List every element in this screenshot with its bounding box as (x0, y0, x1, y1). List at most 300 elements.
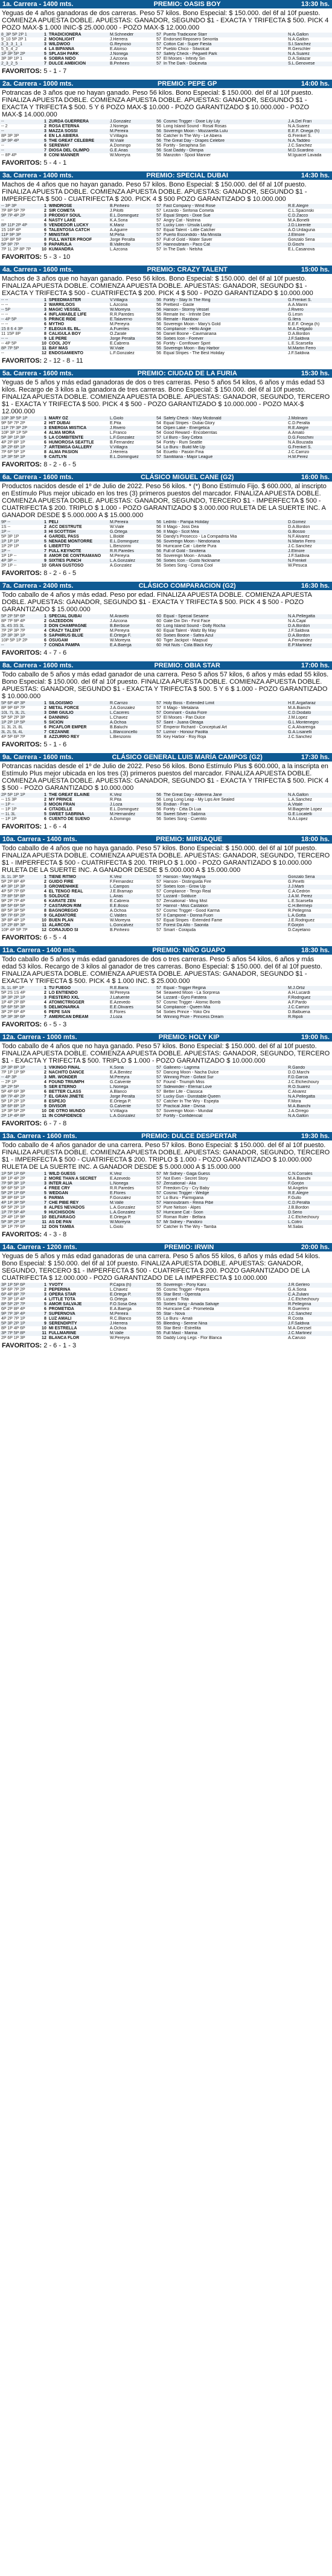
entry-row (0, 1321, 332, 1326)
entry-weight: 57 (149, 1210, 162, 1215)
race-conditions: Todo caballo de 4 años que no haya ganado. Peso 57 kilos. Bono Especial: $ 150.000. del 6f al 10f puesto. FINALIZA APUESTA DOBLE. COMIENZA APUESTA DOBLE. APUESTAS: GANADOR, SEGUNDO, TERCERO $1 - IMPERFECTA $ 500 - CUATRIFECTA $ 200. TRIPLO $ 1.000 - POZO GARANTIZADO $ 10.000.000 RULETA DE LA SUERTE INC. A GANADOR DESDE $ 5.000.000 A $ 15.000.000 (2, 845, 330, 874)
entry-jockey: W.Viale (109, 346, 149, 351)
entry-trainer: G.Lesin (288, 313, 303, 317)
entry-horse: DULCE AMBICION (48, 62, 109, 66)
entry-form: 4P 3P 1P 3P (0, 885, 39, 889)
race-block (0, 753, 332, 832)
entry-row (0, 247, 332, 252)
entry-pedigree: Equal Stripes - Dixie Sue (162, 214, 287, 218)
entry-trainer: J.C.Etchechoury (288, 1215, 319, 1220)
entry-row (0, 436, 332, 440)
entry-trainer: M.Biagente Lopez (288, 807, 322, 812)
entry-form: 3P 8P 6P 1P (1, 1196, 25, 1200)
entry-pedigree: Lo Buru - Amali (163, 1317, 193, 1321)
entry-number: 12 (42, 1336, 46, 1340)
favorites-line (0, 460, 332, 469)
entry-trainer: N.A.Suarez (287, 52, 332, 57)
entry-weight: 57 (149, 701, 162, 706)
entry-trainer: E.P.Martinez (287, 643, 332, 648)
entry-horse: SPEEDMASTER (48, 298, 109, 303)
entry-pedigree: Good Reward - Encoberritas (163, 431, 217, 435)
entry-pedigree: Daniel Boone - Cavimariana (163, 332, 217, 336)
entry-weight: 54 (149, 416, 162, 421)
entry-form: 5P 2P 1P 6P (0, 1191, 39, 1196)
entry-row (0, 885, 332, 889)
entry-row (0, 535, 332, 539)
favorites-value: 4 - 7 - 6 (43, 649, 67, 657)
entry-row (0, 218, 332, 223)
entry-form: 3L 1L 8P 1P (0, 986, 39, 991)
entry-number: 7 (39, 233, 48, 238)
entry-row (0, 1010, 332, 1015)
entry-pedigree: Lucky Gun - Dunstable Queen (162, 1095, 287, 1099)
entry-row (0, 416, 332, 421)
entry-jockey: L.A.Gonzalez (109, 559, 149, 564)
entry-row (0, 638, 332, 643)
entry-form: 7P 6P 5P 1P (1, 450, 25, 454)
entry-row (0, 725, 332, 730)
entry-pedigree: Star Best - Estrellita (163, 1326, 201, 1331)
entry-jockey: Jorge Peralta (109, 337, 149, 342)
entry-weight: 56 (149, 812, 162, 817)
entry-jockey: M.Pereyra (109, 322, 130, 326)
favorites-value: 5 - 4 - 1 (43, 159, 67, 167)
entry-pedigree: Dandy's Prosecco - La Compadrita Mia (163, 535, 237, 539)
entry-form: -- -- (1, 313, 8, 317)
entry-horse: GAZEDDON (48, 619, 73, 623)
entry-row (0, 351, 332, 356)
entry-trainer: J.C.Martinez (287, 1331, 332, 1336)
entry-jockey: K.Veiz (109, 875, 149, 880)
entry-row (0, 807, 332, 812)
entry-trainer: E.E.F. Onega (h) (288, 322, 320, 326)
entry-jockey: E.A.Baerga (109, 1307, 132, 1311)
entry-weight: 56 (149, 317, 162, 322)
entry-form: 6P 4P 8P 7P (0, 1293, 39, 1297)
entry-trainer: L.A.Sanchez (288, 798, 312, 802)
entry-pedigree: Practical Joke - Divisa (162, 1104, 287, 1109)
entry-jockey: O.Zarate (109, 332, 127, 336)
race-conditions: Todo caballo de 4 años y más edad. Peso por edad. FINALIZA APUESTA DOBLE. COMIENZA APUESTA DOBLE. APUESTAS: GANADOR, SEGUNDO $1 - EXACTA Y TRIFECTA $ 500. PICK 4 $ 500 - POZO GARANTIZADO $ 15.000.000 (2, 591, 312, 613)
entry-horse: NENADE MONTORRE (48, 539, 109, 544)
entry-horse: AMOR DE CONTRAMANO (48, 554, 101, 558)
race-block (0, 473, 332, 578)
entry-form: -- (0, 129, 39, 134)
favorites-value: 6 - 5 - 3 (43, 1021, 67, 1028)
race-conditions: Productos nacidos desde el 1º de Julio de 2022. Peso 56 kilos. * (*) Bono Estímulo Fijo. $ 600.000, al inscripto en Estímulo Plus mejor ubicado en los tres (3) primeros puestos del marcador. FINALIZA APUESTA DOBLE. COMIENZA APUESTA DOBLE. APUESTAS: GANADOR, SEGUNDO, TERCERO $1 - IMPERFECTA $ 500 - CUATRIFECTA $ 200. TRIPLO $ 1.000 - POZO GARANTIZADO $ 3.000.000 RULETA DE LA SUERTE INC. A GANADOR DESDE $ 5.000.000 A $ 15.000.000 (2, 483, 327, 519)
entry-trainer: D.A.Bordon (287, 624, 332, 629)
entry-weight: 55 (149, 1283, 162, 1288)
entry-trainer: C.N.Corrales (287, 1172, 332, 1177)
entry-number: 10 (42, 342, 46, 346)
entry-trainer: C.A.Zuliani (287, 1293, 332, 1297)
race-prize-name: PREMIO: SPECIAL DUBAI (146, 172, 228, 179)
entry-jockey: E.Flores (109, 1191, 149, 1196)
race-conditions: Potrancas de 3 años que no hayan ganado. Peso 56 kilos. Bono Especial: $ 150.000. del 6f al 10f puesto. FINALIZA APUESTA DOBLE. COMIENZA APUESTA DOBLE. APUESTAS: GANADOR, SEGUNDO $1 - EXACTA Y TRIFECTA $ 500. 5 Y 6 POZO MAX-$ 10.000 - POZO GARANTIZADO $ 10.000.000 - POZO MAX-$ 14.000.000 (2, 89, 313, 118)
entry-form: 7P 8P 5P 8P (0, 894, 39, 899)
entry-pedigree: Equal - Trigger Regina (162, 986, 287, 991)
entry-weight: 54 (149, 426, 162, 431)
entry-number: 5 (39, 894, 48, 899)
entry-horse: MOONLIGHT (48, 37, 75, 42)
entry-number: 3 (39, 214, 48, 218)
entry-form: 8P 7P 5P (0, 346, 39, 351)
entry-trainer: J.C.Etchechoury (288, 1080, 319, 1084)
entry-jockey: E.Ortega F. (109, 634, 149, 638)
entry-number: 6 (43, 228, 46, 232)
entry-form: 5P 6P 5P 3P (0, 1005, 39, 1010)
entry-weight: 56 (156, 351, 161, 355)
entry-jockey: L.Boldé (109, 535, 124, 539)
entry-row (0, 1090, 332, 1095)
entry-row (0, 614, 332, 619)
entry-number: 8 (43, 238, 46, 242)
entry-pedigree: Gate Din Din - First Face (163, 619, 211, 623)
entry-trainer: M.D.Scardino (287, 148, 332, 153)
entry-pedigree: Long Island Sound - Rosal Rosas (163, 124, 227, 129)
entry-pedigree: Fortify - Citta Di Lua (163, 807, 202, 812)
entry-horse: WEDGAN (48, 1191, 109, 1196)
entry-trainer: J.A.Orrego (288, 1109, 308, 1113)
entry-pedigree: Il Campione - Donna Fuori (162, 914, 287, 918)
entry-trainer: J.Rivero (287, 308, 332, 313)
entry-row (0, 812, 332, 817)
entry-weight: 57 (156, 218, 161, 223)
entry-row (0, 124, 332, 129)
entry-jockey: L.A.Gonzalez (109, 1206, 135, 1210)
race-block (0, 0, 332, 76)
entry-pedigree: Long Long Leap - My Lips Are Sealed (163, 798, 235, 802)
entry-number: 9 (39, 1210, 48, 1215)
entry-horse: DE OTRO MUNDO (48, 1109, 86, 1113)
entry-trainer: A.Caruso (288, 1336, 306, 1340)
entry-pedigree: Lizzard - Gyro Fiestera (162, 996, 287, 1000)
entry-jockey: L.Franco (109, 431, 127, 435)
entry-horse: NASTY LAKE (48, 218, 76, 223)
entry-trainer: L.A.Gotta (287, 914, 332, 918)
entry-pedigree: The Great Day - Alderena Jane (162, 793, 287, 798)
entry-pedigree: Cosmic Trigger - Good Karma (163, 909, 220, 913)
entry-row (0, 904, 332, 909)
entry-pedigree: Hannol - Miss Castalion (162, 904, 287, 909)
entry-trainer: N.Frenkel (287, 559, 332, 564)
entry-jockey: R.R.Paredes (109, 1186, 135, 1191)
entry-pedigree: In The Dark - Dolcevita (162, 62, 287, 66)
entry-weight: 54 (149, 1015, 162, 1020)
favorites-line (0, 356, 332, 366)
entry-weight: 57 (156, 1000, 161, 1005)
entry-number: 7 (39, 327, 48, 332)
entry-horse: PRINCE RIDE (48, 317, 109, 322)
entry-weight: 57 (156, 1109, 161, 1113)
favorites-label: FAVORITOS: (2, 741, 42, 748)
entry-row (0, 991, 332, 996)
entry-number: 6 (43, 1307, 46, 1311)
entry-number: 1 (39, 416, 48, 421)
entry-jockey: L.Benzorini (109, 735, 131, 739)
favorites-label: FAVORITOS: (2, 570, 42, 577)
entry-weight: 56 (156, 303, 161, 307)
entry-row (0, 119, 332, 124)
entry-pedigree: Zensational - Ming Mist (163, 899, 208, 903)
entry-jockey: L.Blanconcello (109, 730, 149, 735)
race-time: 16:30 hs. (301, 582, 330, 590)
entry-form: 5P 3P 1P (1, 535, 19, 539)
entry-trainer: N.F.Alvarez (288, 535, 310, 539)
race-number-distance: 7a. Carrera - 2400 mts. (2, 582, 74, 590)
entry-form: 3L 2L 5L 4L (0, 730, 39, 735)
entry-horse: SPLASH PARK (48, 52, 109, 57)
entry-weight: 56 (156, 144, 161, 148)
race-number-distance: 9a. Carrera - 1600 mts. (2, 754, 74, 761)
entry-horse: BLANCA FLOR (48, 1336, 80, 1340)
entry-row (0, 544, 332, 549)
entry-trainer: R.Gerschler (288, 47, 311, 51)
race-time: 17:00 hs. (301, 662, 330, 669)
entry-row (0, 1099, 332, 1104)
entry-jockey: J.Herrera (109, 450, 128, 454)
entry-jockey: M.Pereira (109, 129, 149, 134)
race-block (0, 661, 332, 749)
entry-form: -- 3P 3P (0, 204, 39, 209)
entry-horse: SILOGISMO (48, 701, 109, 706)
entry-number: 7 (39, 148, 48, 153)
entry-weight: 60 (156, 629, 161, 633)
entry-form: 5P 6P 4P 3P (0, 701, 39, 706)
entry-weight: 57 (149, 42, 162, 47)
entry-number: 1 (39, 1066, 48, 1070)
entry-trainer: J.R.Gerlero (287, 1283, 332, 1288)
entry-row (0, 37, 332, 42)
entry-form: -- -- (1, 322, 8, 326)
entry-number: 4 (43, 629, 46, 633)
entry-row (0, 554, 332, 559)
entry-horse: AZZURRO REY (48, 735, 80, 739)
entry-horse: TIENE RITMO (48, 875, 109, 880)
entry-row (0, 42, 332, 47)
race-conditions: Todo caballo de 4 años ganador de una carrera. Peso 57 kilos. Bono Especial: $ 150.000. del 6f al 10f puesto. FINALIZA APUESTA DOBLE. COMIENZA APUESTA DOBLE. APUESTAS: GANADOR, SEGUNDO, TERCERO $1 - IMPERFECTA $ 500 - CUATRIFECTA $ 200. TRIPLO $ 1.000 - POZO GARANTIZADO $ 10.000.000 RULETA DE LA SUERTE INC. A GANADOR DESDE $ 5.000.000 A $ 15.000.000 (2, 1142, 330, 1171)
entry-row (0, 624, 332, 629)
entry-pedigree: Compliance - Queen Mia (162, 1005, 287, 1010)
entry-form: 9P 5P 7P 2P (1, 421, 25, 425)
entry-row (0, 303, 332, 308)
entry-trainer: J.E.Rodriguez (288, 918, 315, 923)
entry-form: 9_10 5P 2P 1 (1, 37, 27, 42)
entry-horse: GROWENHIKE (48, 885, 109, 889)
entry-number: 1 (39, 204, 48, 209)
favorites-label: FAVORITOS: (2, 649, 42, 657)
entry-form: 5P 2P 8P 4P (1, 880, 25, 884)
entry-form: 1P -- (0, 549, 39, 554)
entry-jockey: W.Moreyra (109, 918, 130, 923)
entry-horse: SUPERNOVA (48, 1312, 109, 1317)
entry-horse: TRADICIONERA (48, 33, 109, 37)
entry-trainer: C.D.Diodato (287, 711, 332, 716)
entry-horse: CUENTO DE SUEÑO (48, 817, 90, 821)
entry-weight: 57 (156, 1215, 161, 1220)
entry-horse: SWEET SABRINA (48, 812, 109, 817)
race-block (0, 80, 332, 168)
entry-number: 8 (43, 332, 46, 336)
entry-number: 3 (39, 803, 48, 807)
entry-pedigree: Safety Check - Mary Mcdonald (162, 416, 287, 421)
entry-jockey: K.A.Soria (109, 218, 128, 223)
entry-horse: LA COMBITENTE (48, 436, 109, 440)
entry-number: 8 (43, 554, 46, 558)
entry-row (0, 317, 332, 322)
entry-row (0, 440, 332, 445)
entry-jockey: C.Valdes (109, 914, 149, 918)
entry-form: -- 1S 3P (1, 798, 17, 802)
entry-trainer: L.Cotro (287, 1220, 332, 1225)
entry-number: 10 (42, 1109, 46, 1113)
entry-row (0, 431, 332, 436)
entry-jockey: E.Azevedo (109, 1177, 130, 1181)
entry-trainer: J.C.Sanchez (288, 735, 312, 739)
entry-pedigree: The Great Day - Drapes Celebre (162, 139, 287, 144)
entry-row (0, 634, 332, 638)
entry-number: 12 (42, 351, 46, 355)
entry-trainer: G.E.Locatelli (287, 812, 332, 817)
entry-row (0, 228, 332, 233)
entry-form: 7P 9P 3P 1P (0, 1181, 39, 1186)
entry-trainer: A.H.Lucardi (288, 991, 310, 995)
entry-number: 8 (43, 450, 46, 454)
entry-jockey: M.Pereira (109, 520, 149, 525)
entry-number: 4 (43, 1080, 46, 1084)
entry-weight: 57 (149, 436, 162, 440)
entry-form: 7P 1P 1P 9P (1, 1070, 25, 1075)
entry-trainer: W.Pesuca (288, 564, 307, 568)
entry-row (0, 803, 332, 807)
entry-form: 8P 7P 9P 4P (1, 619, 25, 623)
entry-number: 6 (43, 1010, 46, 1014)
entry-horse: MY PRINCE (48, 798, 72, 802)
entry-trainer: D.Serio (287, 1210, 332, 1215)
entry-form: 1P -- (0, 530, 39, 535)
entry-weight: 57 (156, 1196, 161, 1200)
entry-row (0, 559, 332, 564)
entry-jockey: E.L.Dominguez (109, 214, 149, 218)
entry-trainer: M.A.Gerzsel (288, 1326, 311, 1331)
entry-form: 3P 8P 4P 1P (1, 918, 25, 923)
race-header (0, 582, 332, 590)
entry-weight: 56 (149, 327, 162, 332)
entry-jockey: J.Loza (109, 803, 149, 807)
entry-number: 9 (39, 243, 48, 247)
entry-pedigree: Gallinero - Lagrima (162, 1066, 287, 1070)
entry-number: 11 (39, 923, 48, 928)
entry-horse: LIBERTTO (48, 544, 70, 549)
entry-horse: CAITLYN (48, 455, 109, 460)
entry-weight: 56 (149, 129, 162, 134)
entry-row (0, 445, 332, 450)
entry-jockey: J.E.Bramajo (109, 889, 133, 894)
race-block (0, 1033, 332, 1128)
entry-trainer: R.E.Alegre (287, 426, 332, 431)
entry-row (0, 204, 332, 209)
entry-form: 10L 7L 3L 2L (0, 711, 39, 716)
entry-weight: 57 (149, 33, 162, 37)
entry-row (0, 706, 332, 711)
entry-horse: SAPHIRUS BLUE (48, 634, 109, 638)
entry-row (0, 986, 332, 991)
entry-pedigree: Saint - Juana Oleaga (162, 720, 287, 725)
race-block (0, 835, 332, 943)
entry-form: 2P 5P 1P 1P (0, 793, 39, 798)
entry-row (0, 223, 332, 228)
entry-form: 10P 4P 5P 7P (1, 928, 28, 932)
entry-jockey: E.Talaverno (109, 317, 149, 322)
entry-pedigree: El Moises - Pan Dulce (163, 716, 205, 720)
entry-jockey: M.Valle (109, 1331, 149, 1336)
entry-weight: 54 (149, 445, 162, 450)
entry-horse: HUMOROSA SEATTLE (48, 440, 94, 445)
entry-jockey: L.Caceres (109, 711, 149, 716)
entry-row (0, 134, 332, 139)
entry-form: 11P 9P 3P (0, 233, 39, 238)
entry-jockey: F.Fernandez (109, 880, 133, 884)
entry-row (0, 899, 332, 904)
entry-jockey: J.Gonzalez (109, 119, 149, 124)
entry-pedigree: Puerto Escondido - Ma Minista (162, 233, 287, 238)
entry-trainer: R.Gando (287, 1066, 332, 1070)
entry-number: 8 (43, 1206, 46, 1210)
entry-number: 1 (39, 298, 48, 303)
race-conditions: Yeguas de 4 años ganadoras de dos carreras. Peso 57 kilos. Bono Especial: $ 150.000. del 6f al 10f puesto. COMIENZA APUESTA DOBLE. APUESTAS: GANADOR, SEGUNDO $1 - EXACTA Y TRIFECTA $ 500. PICK 4 POZO MAX-$ 1.000 INIC-$ 25.000.000 - POZO MAX-$ 12.000.000 (2, 10, 329, 31)
entry-form: 3P 2P 5P (0, 1085, 39, 1090)
entry-form: 4P 2P 7P 1P (1, 1317, 25, 1321)
entry-horse: WILDWOO (48, 42, 109, 47)
entry-horse: ATOMICTRIGGER (48, 1000, 85, 1005)
entry-weight: 57 (156, 1177, 161, 1181)
entry-weight: 60 (149, 634, 162, 638)
entry-row (0, 421, 332, 426)
entry-pedigree: Equal - Special Sesame (162, 614, 287, 619)
entry-trainer: J.M.Lopez (288, 716, 308, 720)
entry-form: 1P 3P 5P 2P (0, 52, 39, 57)
entry-trainer: R.Pellegrina (288, 909, 311, 913)
entry-row (0, 1307, 332, 1312)
entry-row (0, 1095, 332, 1099)
entry-row (0, 1196, 332, 1201)
entry-pedigree: Equal Stripes - Dubai Glory (163, 421, 215, 425)
entry-jockey: G.Ortega (109, 530, 149, 535)
entry-number: 3 (39, 1293, 48, 1297)
entry-number: 3 (39, 426, 48, 431)
entry-form: -- (0, 119, 39, 124)
entry-weight: 56 (156, 124, 161, 129)
entry-row (0, 1172, 332, 1177)
entry-form: 4P 1P 3P 5P (0, 1201, 39, 1206)
entry-horse: GLADIATORE (48, 914, 109, 918)
entry-horse: METAL FORCE (48, 706, 79, 710)
entry-horse: PAPARULA (48, 243, 109, 247)
entry-trainer: J.F.Saldivia (287, 1321, 332, 1326)
entry-trainer: J.F.Saldivia (288, 351, 310, 355)
entry-row (0, 1186, 332, 1191)
entry-row (0, 153, 332, 158)
entry-jockey: W.Viale (109, 525, 124, 529)
entry-jockey: J.Noriega (109, 52, 149, 57)
entry-row (0, 564, 332, 568)
entry-pedigree: Lil Buro - Sixy Cebra (162, 436, 287, 440)
entry-trainer: M.Iguacel Lavada (288, 153, 322, 157)
entry-number: 7 (39, 643, 48, 648)
race-time: 19:00 hs. (301, 1034, 330, 1041)
entry-row (0, 1326, 332, 1331)
entry-trainer: J.Elmore (287, 233, 332, 238)
